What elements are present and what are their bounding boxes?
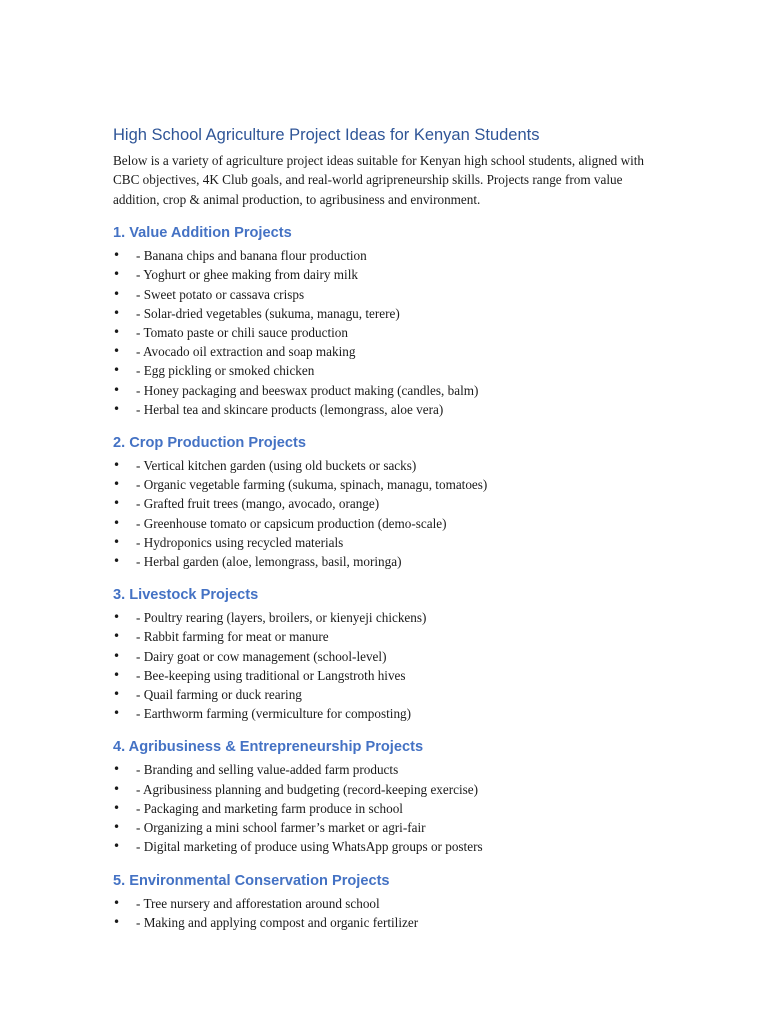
bullet-icon: • xyxy=(113,895,121,910)
list-item-text: - Grafted fruit trees (mango, avocado, orange) xyxy=(136,496,380,512)
list-item xyxy=(113,323,653,342)
list-item-text: - Organizing a mini school farmer’s market or agri-fair xyxy=(136,820,426,836)
list-item-text: - Bee-keeping using traditional or Langstroth hives xyxy=(136,667,406,683)
bullet-icon: • xyxy=(113,515,121,530)
bullet-icon: • xyxy=(113,687,121,702)
list-item-text: - Rabbit farming for meat or manure xyxy=(136,629,329,645)
bullet-icon: • xyxy=(113,629,121,644)
list-item xyxy=(113,799,653,818)
list-item-text: - Organic vegetable farming (sukuma, spinach, managu, tomatoes) xyxy=(136,477,488,493)
bullet-icon: • xyxy=(113,305,121,320)
list-item xyxy=(113,704,653,723)
list-item xyxy=(113,837,653,856)
list-item-text: - Solar-dried vegetables (sukuma, managu, terere) xyxy=(136,305,400,321)
list-item-text: - Yoghurt or ghee making from dairy milk xyxy=(136,267,358,283)
list-item-text: - Tomato paste or chili sauce production xyxy=(136,325,348,341)
list-item-text: - Banana chips and banana flour production xyxy=(136,248,367,264)
list-item xyxy=(113,666,653,685)
list-item xyxy=(113,342,653,361)
environmental-list xyxy=(113,894,653,932)
bullet-icon: • xyxy=(113,781,121,796)
bullet-icon: • xyxy=(113,762,121,777)
value-addition-list xyxy=(113,246,653,419)
list-item xyxy=(113,627,653,646)
list-item xyxy=(113,304,653,323)
list-item-text: - Egg pickling or smoked chicken xyxy=(136,363,315,379)
list-item-text: - Herbal tea and skincare products (lemongrass, aloe vera) xyxy=(136,401,444,417)
list-item xyxy=(113,265,653,284)
bullet-icon: • xyxy=(113,344,121,359)
bullet-icon: • xyxy=(113,248,121,263)
bullet-icon: • xyxy=(113,554,121,569)
section-heading-value-addition: 1. Value Addition Projects xyxy=(113,225,292,242)
bullet-icon: • xyxy=(113,458,121,473)
bullet-icon: • xyxy=(113,496,121,511)
bullet-icon: • xyxy=(113,820,121,835)
list-item-text: - Avocado oil extraction and soap making xyxy=(136,344,356,360)
bullet-icon: • xyxy=(113,382,121,397)
list-item xyxy=(113,685,653,704)
section-heading-crop-production: 2. Crop Production Projects xyxy=(113,435,306,452)
list-item-text: - Tree nursery and afforestation around school xyxy=(136,895,380,911)
list-item-text: - Packaging and marketing farm produce in school xyxy=(136,800,403,816)
list-item xyxy=(113,285,653,304)
list-item-text: - Quail farming or duck rearing xyxy=(136,687,302,703)
list-item-text: - Dairy goat or cow management (school-level) xyxy=(136,648,387,664)
list-item-text: - Making and applying compost and organic fertilizer xyxy=(136,914,419,930)
list-item-text: - Agribusiness planning and budgeting (record-keeping exercise) xyxy=(136,781,479,797)
list-item xyxy=(113,361,653,380)
list-item xyxy=(113,514,653,533)
list-item xyxy=(113,894,653,913)
bullet-icon: • xyxy=(113,914,121,929)
bullet-icon: • xyxy=(113,267,121,282)
list-item xyxy=(113,246,653,265)
list-item xyxy=(113,913,653,932)
list-item xyxy=(113,552,653,571)
bullet-icon: • xyxy=(113,401,121,416)
list-item xyxy=(113,381,653,400)
document-page xyxy=(113,124,653,932)
bullet-icon: • xyxy=(113,706,121,721)
section-heading-livestock: 3. Livestock Projects xyxy=(113,587,259,604)
list-item-text: - Sweet potato or cassava crisps xyxy=(136,286,305,302)
section-heading-agribusiness: 4. Agribusiness & Entrepreneurship Projects xyxy=(113,739,424,756)
bullet-icon: • xyxy=(113,648,121,663)
list-item-text: - Honey packaging and beeswax product making (candles, balm) xyxy=(136,382,479,398)
bullet-icon: • xyxy=(113,534,121,549)
list-item-text: - Hydroponics using recycled materials xyxy=(136,534,344,550)
list-item-text: - Poultry rearing (layers, broilers, or kienyeji chickens) xyxy=(136,610,427,626)
list-item xyxy=(113,760,653,779)
bullet-icon: • xyxy=(113,667,121,682)
bullet-icon: • xyxy=(113,800,121,815)
list-item-text: - Greenhouse tomato or capsicum production (demo-scale) xyxy=(136,515,447,531)
list-item xyxy=(113,608,653,627)
document-title: High School Agriculture Project Ideas for Kenyan Students xyxy=(113,126,540,144)
list-item-text: - Earthworm farming (vermiculture for composting) xyxy=(136,706,412,722)
list-item-text: - Herbal garden (aloe, lemongrass, basil, moringa) xyxy=(136,554,402,570)
bullet-icon: • xyxy=(113,325,121,340)
intro-paragraph: Below is a variety of agriculture project ideas suitable for Kenyan high school students, aligned with CBC objectives, 4K Club goals, and real-world agripreneurship skills. Projects range from value addition, crop & animal production, to agribusiness and environment. xyxy=(113,153,645,207)
bullet-icon: • xyxy=(113,610,121,625)
list-item-text: - Vertical kitchen garden (using old buckets or sacks) xyxy=(136,458,417,474)
bullet-icon: • xyxy=(113,286,121,301)
bullet-icon: • xyxy=(113,839,121,854)
list-item xyxy=(113,456,653,475)
section-heading-environmental: 5. Environmental Conservation Projects xyxy=(113,872,390,889)
bullet-icon: • xyxy=(113,363,121,378)
crop-production-list xyxy=(113,456,653,571)
agribusiness-list xyxy=(113,760,653,856)
list-item xyxy=(113,780,653,799)
list-item xyxy=(113,818,653,837)
list-item xyxy=(113,494,653,513)
bullet-icon: • xyxy=(113,477,121,492)
list-item-text: - Branding and selling value-added farm products xyxy=(136,762,399,778)
list-item-text: - Digital marketing of produce using WhatsApp groups or posters xyxy=(136,839,483,855)
list-item xyxy=(113,647,653,666)
list-item xyxy=(113,533,653,552)
list-item xyxy=(113,475,653,494)
list-item xyxy=(113,400,653,419)
livestock-list xyxy=(113,608,653,723)
